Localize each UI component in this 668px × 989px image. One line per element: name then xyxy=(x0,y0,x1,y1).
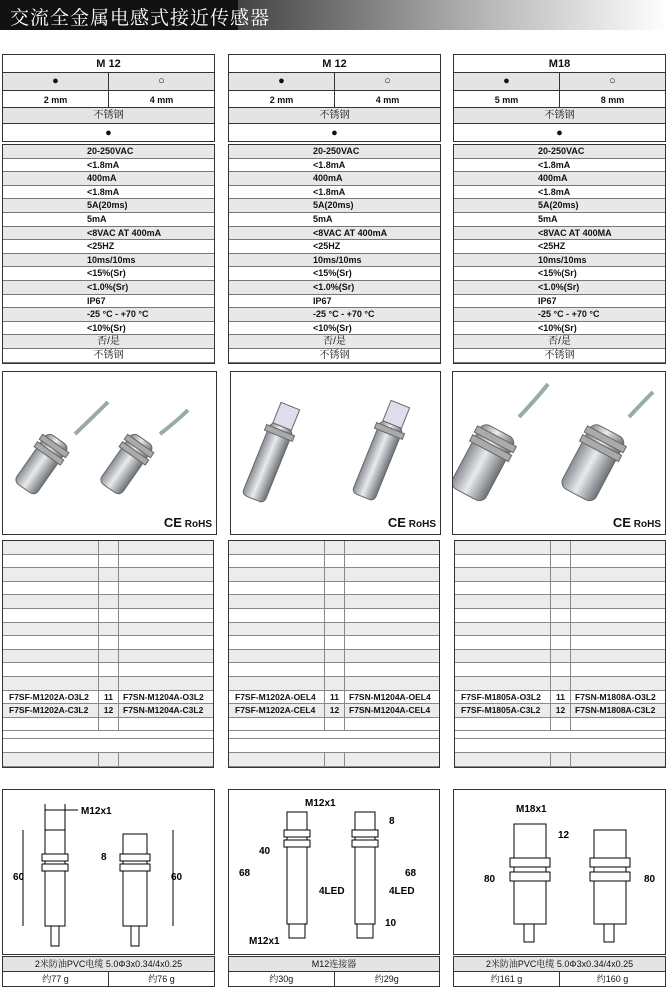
spec-row: 20-250VAC xyxy=(454,145,665,159)
product-photo-m12-connector xyxy=(230,371,441,535)
ce-mark: CE xyxy=(163,515,182,530)
table-row xyxy=(3,718,213,732)
sensing-value: 4 mm xyxy=(375,95,400,105)
table-row xyxy=(3,753,213,767)
table-row xyxy=(455,555,665,569)
short-label-2: 10 xyxy=(385,918,397,929)
weight-a: 约77 g xyxy=(42,974,69,984)
spec-row: 5mA xyxy=(229,213,440,227)
cable-weight-col3 xyxy=(453,956,666,987)
table-row xyxy=(455,650,665,664)
model-header: M 12 xyxy=(2,54,215,72)
length-label-2: 80 xyxy=(644,874,656,885)
length-label-1: 40 xyxy=(259,846,271,857)
product-photo-m18-cable xyxy=(452,371,666,535)
spec-column-3 xyxy=(453,54,666,364)
spec-row: <1.8mA xyxy=(454,159,665,173)
model-code-a: F7SF-M1805A-C3L2 xyxy=(455,704,551,717)
weight-a: 约30g xyxy=(269,974,294,984)
table-row xyxy=(229,650,439,664)
table-row xyxy=(229,753,439,767)
table-row xyxy=(455,623,665,637)
model-row xyxy=(229,691,439,705)
spec-row: 400mA xyxy=(229,172,440,186)
table-row xyxy=(229,568,439,582)
table-row xyxy=(229,609,439,623)
table-row xyxy=(455,739,665,753)
model-code-b: F7SN-M1808A-C3L2 xyxy=(575,705,656,716)
sensing-distance xyxy=(453,72,666,108)
short-label: 8 xyxy=(389,816,395,827)
table-row xyxy=(229,595,439,609)
length-label-1: 80 xyxy=(484,874,496,885)
table-row xyxy=(3,541,213,555)
spec-row: <10%(Sr) xyxy=(454,322,665,336)
weight-b: 约29g xyxy=(334,972,440,986)
spec-column-2 xyxy=(228,54,441,364)
table-row xyxy=(455,636,665,650)
model-code-b: F7SN-M1204A-OEL4 xyxy=(349,691,431,702)
spec-row: <15%(Sr) xyxy=(3,267,214,281)
spec-row: 20-250VAC xyxy=(229,145,440,159)
weight-b: 约76 g xyxy=(108,972,214,986)
table-row xyxy=(455,595,665,609)
sensing-distance xyxy=(2,72,215,108)
spec-row: <1.8mA xyxy=(454,186,665,200)
model-index: 12 xyxy=(551,704,571,717)
model-index: 11 xyxy=(325,691,345,704)
mark-dot: ● xyxy=(228,124,441,142)
spec-row: 20-250VAC xyxy=(3,145,214,159)
table-row xyxy=(3,568,213,582)
table-row xyxy=(3,609,213,623)
mount-symbol: ● xyxy=(3,73,108,91)
sensing-value: 5 mm xyxy=(494,95,519,105)
model-code-b: F7SN-M1204A-O3L2 xyxy=(123,691,204,702)
table-row xyxy=(3,595,213,609)
spec-row: <1.0%(Sr) xyxy=(229,281,440,295)
product-photo-m12-cable xyxy=(2,371,217,535)
ce-mark: CE xyxy=(387,515,406,530)
table-row xyxy=(229,739,439,753)
sensing-value: 2 mm xyxy=(269,95,294,105)
model-index: 12 xyxy=(325,704,345,717)
spec-row: <8VAC AT 400MA xyxy=(454,227,665,241)
table-row xyxy=(229,718,439,732)
spec-row: 5mA xyxy=(3,213,214,227)
model-row xyxy=(455,704,665,718)
table-row xyxy=(455,753,665,767)
page-title: 交流全金属电感式接近传感器 xyxy=(10,7,271,29)
spec-row: <25HZ xyxy=(3,240,214,254)
model-row xyxy=(455,691,665,705)
table-row xyxy=(229,555,439,569)
yesno-row: 否/是 xyxy=(229,335,440,349)
table-row xyxy=(229,623,439,637)
cable-spec: M12连接器 xyxy=(229,957,439,972)
spec-list xyxy=(2,144,215,364)
sensing-value: 4 mm xyxy=(149,95,174,105)
thread-label: M12x1 xyxy=(81,806,112,817)
spec-list xyxy=(228,144,441,364)
table-row xyxy=(3,650,213,664)
spec-row: IP67 xyxy=(3,295,214,309)
dimension-drawing-col2 xyxy=(228,789,440,955)
mark-dot: ● xyxy=(2,124,215,142)
model-code-a: F7SF-M1202A-OEL4 xyxy=(229,691,325,704)
yesno-row: 否/是 xyxy=(454,335,665,349)
mount-symbol: ● xyxy=(454,73,559,91)
sensing-value: 2 mm xyxy=(43,95,68,105)
sensing-value: 8 mm xyxy=(600,95,625,105)
spec-row: <1.8mA xyxy=(3,159,214,173)
table-row xyxy=(3,623,213,637)
mark-dot: ● xyxy=(453,124,666,142)
table-row xyxy=(3,555,213,569)
model-row xyxy=(3,691,213,705)
table-row xyxy=(455,582,665,596)
spec-row: <1.0%(Sr) xyxy=(3,281,214,295)
table-row xyxy=(455,568,665,582)
material-label: 不锈钢 xyxy=(228,108,441,124)
table-row xyxy=(229,636,439,650)
rohs-mark: RoHS xyxy=(633,519,661,530)
cable-spec: 2米防油PVC电缆 5.0Φ3x0.34/4x0.25 xyxy=(454,957,665,972)
model-header: M18 xyxy=(453,54,666,72)
model-code-b: F7SN-M1204A-C3L2 xyxy=(123,705,204,716)
spec-row: <15%(Sr) xyxy=(454,267,665,281)
model-code-a: F7SF-M1202A-O3L2 xyxy=(3,691,99,704)
spec-row: <10%(Sr) xyxy=(229,322,440,336)
model-index: 11 xyxy=(99,691,119,704)
spec-row: <1.8mA xyxy=(3,186,214,200)
model-table-col3 xyxy=(454,540,666,768)
spec-row: 5A(20ms) xyxy=(3,199,214,213)
table-row xyxy=(455,541,665,555)
mount-symbol: ○ xyxy=(335,73,440,91)
model-table-col2 xyxy=(228,540,440,768)
spec-row: 10ms/10ms xyxy=(229,254,440,268)
thread-label: M12x1 xyxy=(305,798,336,809)
model-code-b: F7SN-M1808A-O3L2 xyxy=(575,691,656,702)
model-code-a: F7SF-M1805A-O3L2 xyxy=(455,691,551,704)
led-label-2: 4LED xyxy=(389,886,415,897)
dimension-drawing-col1 xyxy=(2,789,215,955)
cable-weight-col1 xyxy=(2,956,215,987)
length-label-2: 60 xyxy=(171,872,183,883)
rohs-mark: RoHS xyxy=(408,519,436,530)
spec-row: IP67 xyxy=(229,295,440,309)
spec-row: <1.8mA xyxy=(229,186,440,200)
spec-row: 10ms/10ms xyxy=(454,254,665,268)
weight-a: 约161 g xyxy=(490,974,523,984)
thread-label: M18x1 xyxy=(516,804,547,815)
model-row xyxy=(229,704,439,718)
spec-row: 400mA xyxy=(454,172,665,186)
material-label: 不锈钢 xyxy=(2,108,215,124)
spec-row: <1.8mA xyxy=(229,159,440,173)
spec-row: <8VAC AT 400mA xyxy=(229,227,440,241)
weight-b: 约160 g xyxy=(559,972,665,986)
model-code-b: F7SN-M1204A-CEL4 xyxy=(349,705,431,716)
spec-row: 5A(20ms) xyxy=(454,199,665,213)
spec-row: <15%(Sr) xyxy=(229,267,440,281)
mount-symbol: ○ xyxy=(109,73,214,91)
table-row xyxy=(229,677,439,691)
spec-column-1 xyxy=(2,54,215,364)
spec-row: <10%(Sr) xyxy=(3,322,214,336)
spec-row: <1.0%(Sr) xyxy=(454,281,665,295)
model-table-col1 xyxy=(2,540,214,768)
table-row xyxy=(229,582,439,596)
table-row xyxy=(3,739,213,753)
table-row xyxy=(455,663,665,677)
spec-row: 10ms/10ms xyxy=(3,254,214,268)
table-row xyxy=(455,609,665,623)
spec-row: <8VAC AT 400mA xyxy=(3,227,214,241)
short-label: 8 xyxy=(101,852,107,863)
banner-fade xyxy=(238,0,668,30)
spec-list xyxy=(453,144,666,364)
connector-thread-label: M12x1 xyxy=(249,936,280,947)
yesno-row: 否/是 xyxy=(3,335,214,349)
spec-row: 5mA xyxy=(454,213,665,227)
sensing-distance xyxy=(228,72,441,108)
table-row xyxy=(3,663,213,677)
table-row xyxy=(229,663,439,677)
ce-mark: CE xyxy=(612,515,631,530)
spec-row: <25HZ xyxy=(229,240,440,254)
length-label-3: 68 xyxy=(405,868,417,879)
spec-row: -25 °C - +70 °C xyxy=(3,308,214,322)
table-row xyxy=(3,636,213,650)
table-row xyxy=(3,677,213,691)
length-label-2: 68 xyxy=(239,868,251,879)
material-label: 不锈钢 xyxy=(453,108,666,124)
model-header: M 12 xyxy=(228,54,441,72)
table-row xyxy=(3,582,213,596)
dimension-drawing-col3 xyxy=(453,789,666,955)
led-label: 4LED xyxy=(319,886,345,897)
spec-row: IP67 xyxy=(454,295,665,309)
spec-row: <25HZ xyxy=(454,240,665,254)
cable-spec: 2米防油PVC电缆 5.0Φ3x0.34/4x0.25 xyxy=(3,957,214,972)
table-row xyxy=(455,677,665,691)
spec-row: -25 °C - +70 °C xyxy=(229,308,440,322)
title-banner xyxy=(0,0,668,30)
length-label-1: 60 xyxy=(13,872,25,883)
housing-row: 不锈钢 xyxy=(3,349,214,363)
model-index: 12 xyxy=(99,704,119,717)
housing-row: 不锈钢 xyxy=(454,349,665,363)
rohs-mark: RoHS xyxy=(184,519,212,530)
spec-row: 5A(20ms) xyxy=(229,199,440,213)
model-code-a: F7SF-M1202A-C3L2 xyxy=(3,704,99,717)
housing-row: 不锈钢 xyxy=(229,349,440,363)
table-row xyxy=(229,541,439,555)
mount-symbol: ○ xyxy=(560,73,665,91)
model-code-a: F7SF-M1202A-CEL4 xyxy=(229,704,325,717)
model-index: 11 xyxy=(551,691,571,704)
mount-symbol: ● xyxy=(229,73,334,91)
spec-row: 400mA xyxy=(3,172,214,186)
cable-weight-col2 xyxy=(228,956,440,987)
table-row xyxy=(455,718,665,732)
spec-row: -25 °C - +70 °C xyxy=(454,308,665,322)
model-row xyxy=(3,704,213,718)
short-label: 12 xyxy=(558,830,570,841)
